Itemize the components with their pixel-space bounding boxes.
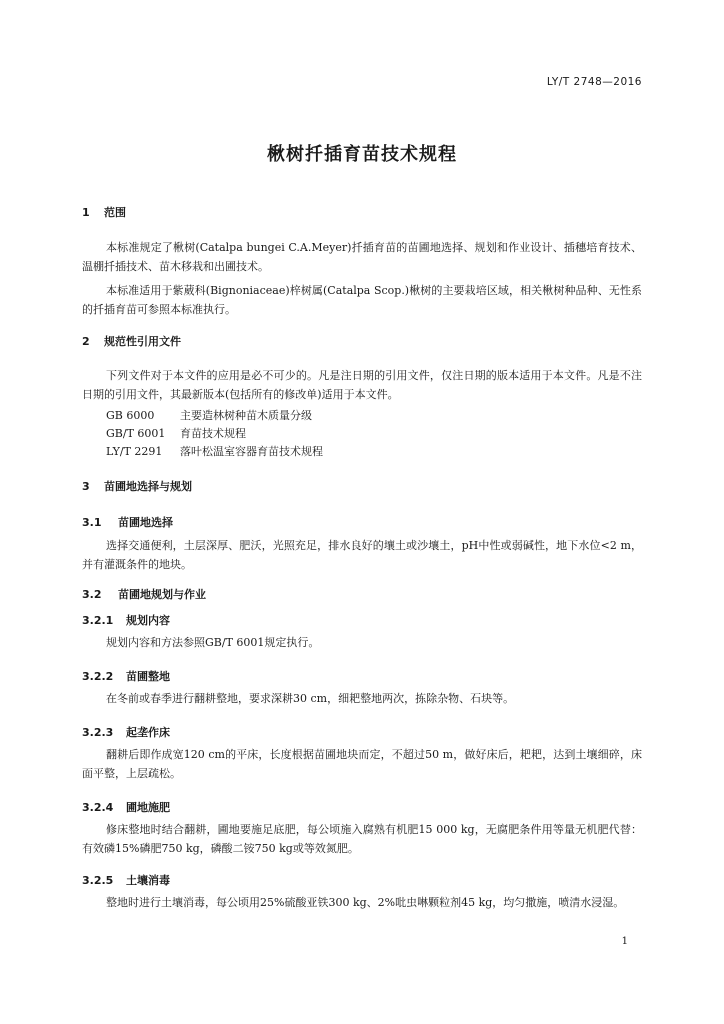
subsection-3-2-3-heading bbox=[82, 724, 170, 740]
section-title: 苗圃地选择 bbox=[118, 516, 173, 529]
page-number: 1 bbox=[621, 936, 628, 947]
land-preparation-paragraph: 在冬前或春季进行翻耕整地，要求深耕30 cm，细耙整地两次，拣除杂物、石块等。 bbox=[106, 692, 515, 705]
section-number: 3.1 bbox=[82, 516, 102, 529]
section-title: 苗圃地选择与规划 bbox=[104, 480, 192, 493]
section-number: 3 bbox=[82, 480, 90, 493]
subsection-3-2-heading bbox=[82, 586, 206, 602]
section-title: 苗圃整地 bbox=[126, 670, 170, 683]
reference-item bbox=[106, 425, 246, 441]
section-title: 圃地施肥 bbox=[126, 801, 170, 814]
fertilization-paragraph: 修床整地时结合翻耕，圃地要施足底肥，每公顷施入腐熟有机肥15 000 kg，无腐肥条件用等量无机肥代替：有效磷15%磷肥750 kg，磷酸二铵750 kg或等效氮肥。 bbox=[82, 823, 642, 855]
section-number: 3.2.1 bbox=[82, 614, 114, 627]
section-number: 3.2.5 bbox=[82, 874, 114, 887]
soil-disinfection-paragraph: 整地时进行土壤消毒，每公顷用25%硫酸亚铁300 kg、2%吡虫啉颗粒剂45 kg，均匀撒施，喷清水浸湿。 bbox=[106, 896, 625, 909]
document-title: 楸树扦插育苗技术规程 bbox=[267, 144, 457, 165]
subsection-3-1-heading bbox=[82, 514, 173, 530]
reference-code: GB 6000 bbox=[106, 409, 155, 422]
scope-paragraph-1: 本标准规定了楸树(Catalpa bungei C.A.Meyer)扦插育苗的苗圃地选择、规划和作业设计、插穗培育技术、温棚扦插技术、苗木移栽和出圃技术。 bbox=[82, 241, 642, 273]
planning-content-paragraph: 规划内容和方法参照GB/T 6001规定执行。 bbox=[106, 636, 320, 649]
reference-name: 主要造林树种苗木质量分级 bbox=[180, 409, 312, 422]
reference-item bbox=[106, 407, 312, 423]
nursery-selection-paragraph: 选择交通便利，土层深厚、肥沃，光照充足，排水良好的壤土或沙壤土，pH中性或弱碱性，地下水位<2 m，并有灌溉条件的地块。 bbox=[82, 539, 642, 571]
section-title: 苗圃地规划与作业 bbox=[118, 588, 206, 601]
section-number: 3.2.4 bbox=[82, 801, 114, 814]
section-title: 范围 bbox=[104, 206, 126, 219]
section-number: 1 bbox=[82, 206, 90, 219]
section-number: 2 bbox=[82, 335, 90, 348]
reference-name: 育苗技术规程 bbox=[180, 427, 246, 440]
section-number: 3.2.2 bbox=[82, 670, 114, 683]
subsection-3-2-4-heading bbox=[82, 799, 170, 815]
section-title: 土壤消毒 bbox=[126, 874, 170, 887]
section-title: 规划内容 bbox=[126, 614, 170, 627]
section-number: 3.2 bbox=[82, 588, 102, 601]
section-2-heading bbox=[82, 333, 181, 349]
subsection-3-2-2-heading bbox=[82, 668, 170, 684]
reference-name: 落叶松温室容器育苗技术规程 bbox=[180, 445, 323, 458]
standard-code: LY/T 2748—2016 bbox=[546, 76, 642, 88]
scope-paragraph-2: 本标准适用于紫葳科(Bignoniaceae)梓树属(Catalpa Scop.)楸树的主要栽培区域，相关楸树种品种、无性系的扦插育苗可参照本标准执行。 bbox=[82, 284, 642, 316]
section-1-heading bbox=[82, 204, 126, 220]
reference-item bbox=[106, 443, 323, 459]
reference-code: LY/T 2291 bbox=[106, 445, 163, 458]
section-3-heading bbox=[82, 478, 192, 494]
subsection-3-2-5-heading bbox=[82, 872, 170, 888]
subsection-3-2-1-heading bbox=[82, 612, 170, 628]
section-title: 起垄作床 bbox=[126, 726, 170, 739]
section-title: 规范性引用文件 bbox=[104, 335, 181, 348]
references-paragraph: 下列文件对于本文件的应用是必不可少的。凡是注日期的引用文件，仅注日期的版本适用于本文件。凡是不注日期的引用文件，其最新版本(包括所有的修改单)适用于本文件。 bbox=[82, 369, 642, 401]
reference-code: GB/T 6001 bbox=[106, 427, 166, 440]
bed-making-paragraph: 翻耕后即作成宽120 cm的平床，长度根据苗圃地块而定，不超过50 m，做好床后，耙耙，达到土壤细碎，床面平整，上层疏松。 bbox=[82, 748, 642, 780]
section-number: 3.2.3 bbox=[82, 726, 114, 739]
